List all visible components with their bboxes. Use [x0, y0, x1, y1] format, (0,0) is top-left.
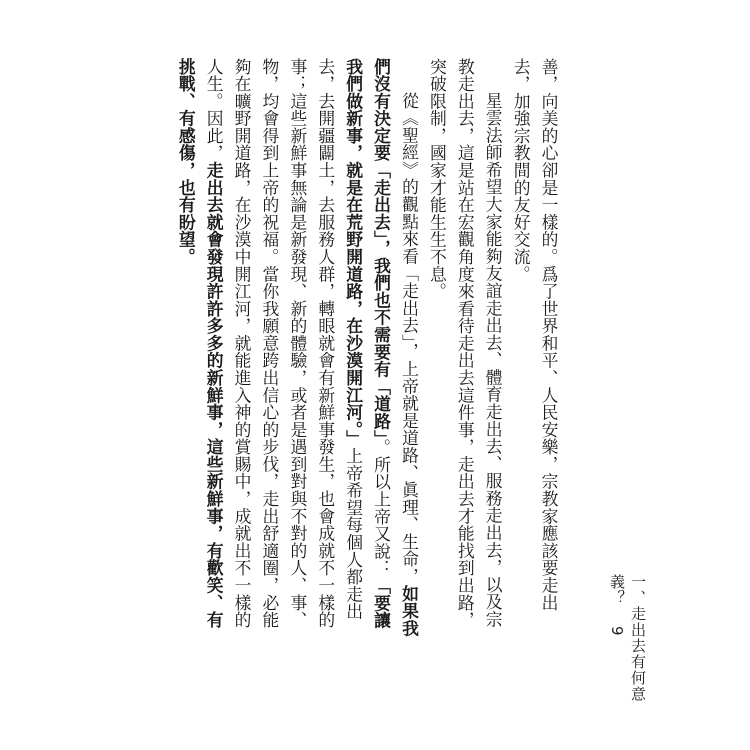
page-number: 9 [608, 625, 626, 637]
text-run: 從《聖經》的觀點來看「走出去」，上帝就是道路、眞理、生命， [399, 91, 420, 585]
emphasized-text: 如果我們沒有決定要「走出去」 [371, 58, 420, 637]
paragraph [171, 58, 422, 638]
emphasized-text: 走出去就會發現許許多多的新鮮事，這些新鮮事，有歡笑、有挑戰、有感傷，也有盼望。 [176, 58, 225, 629]
chapter-title: 一、走出去有何意義？ [608, 574, 647, 702]
text-run: 上帝希望每個人都走出去，去開疆闢土，去服務人群，轉眼就會有新鮮事發生，也會成就不一樣的事；這些新鮮事無論是新發現、新的體驗，或者是遇到對與不對的人、事、物，均會得到上帝的祝福。當你我願意跨出信心的步伐，走出舒適圈，必能夠在曠野開道路，在沙漠中開江河，就能進入神的賞賜中，成就出不一樣的人生。因此， [204, 58, 364, 629]
emphasized-text: 「要讓我們做新事，就是在荒野開道路，在沙漠開江河。」 [343, 58, 392, 630]
paragraph [422, 58, 506, 638]
text-run: 善，向美的心卻是一樣的。爲了世界和平、人民安樂，宗教家應該要走出去，加強宗教間的友好交流。 [511, 58, 559, 612]
text-run: 星雲法師希望大家能夠友誼走出去、體育走出去、服務走出去，以及宗教走出去，這是站在宏觀角度來看待走出去這件事，走出去才能找到出路，突破限制，國家才能生生不息。 [427, 58, 504, 629]
running-footer [607, 574, 649, 714]
text-run: 。所以上帝又說： [371, 438, 392, 578]
paragraph [506, 58, 562, 638]
body-text [132, 58, 562, 638]
emphasized-text: ，我們也不需要有「道路」 [371, 239, 392, 439]
